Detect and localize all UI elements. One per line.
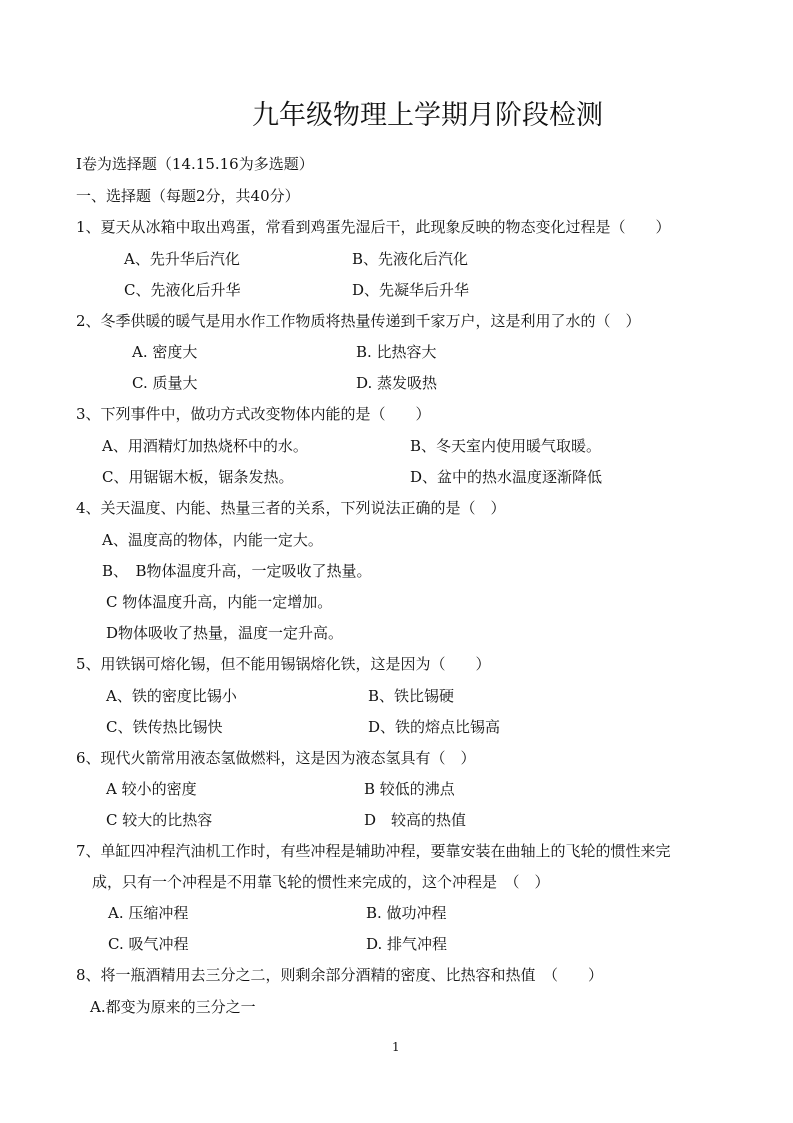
question-2-option-d: D. 蒸发吸热 <box>356 374 438 392</box>
question-7-stem-continued: 成，只有一个冲程是不用靠飞轮的惯性来完成的，这个冲程是 （ ） <box>92 873 550 891</box>
question-7-option-b: B. 做功冲程 <box>366 904 447 922</box>
question-7-stem: 7、单缸四冲程汽油机工作时，有些冲程是辅助冲程，要靠安装在曲轴上的飞轮的惯性来完 <box>76 842 671 860</box>
question-6-option-d: D 较高的热值 <box>364 811 467 829</box>
question-7-option-c: C. 吸气冲程 <box>108 935 189 953</box>
question-5-option-b: B、铁比锡硬 <box>368 687 455 705</box>
question-7-option-d: D. 排气冲程 <box>366 935 448 953</box>
question-2-option-c: C. 质量大 <box>132 374 198 392</box>
question-5-stem: 5、用铁锅可熔化锡，但不能用锡锅熔化铁，这是因为（ ） <box>76 655 491 673</box>
question-2-option-b: B. 比热容大 <box>356 343 437 361</box>
question-5-option-a: A、铁的密度比锡小 <box>106 687 237 705</box>
question-6-stem: 6、现代火箭常用液态氢做燃料，这是因为液态氢具有（ ） <box>76 749 476 767</box>
question-3-stem: 3、下列事件中，做功方式改变物体内能的是（ ） <box>76 405 431 423</box>
question-4-option-d: D物体吸收了热量，温度一定升高。 <box>106 624 344 642</box>
question-8-option-a: A.都变为原来的三分之一 <box>90 998 256 1016</box>
section-intro: I卷为选择题（14.15.16为多选题） <box>76 155 314 173</box>
question-7-option-a: A. 压缩冲程 <box>108 904 189 922</box>
page-number: 1 <box>392 1040 400 1054</box>
question-1-option-d: D、先凝华后升华 <box>352 281 470 299</box>
page-title: 九年级物理上学期月阶段检测 <box>252 100 603 131</box>
question-3-option-a: A、用酒精灯加热烧杯中的水。 <box>102 437 308 455</box>
question-4-option-b: B、 B物体温度升高，一定吸收了热量。 <box>102 562 372 580</box>
question-1-stem: 1、夏天从冰箱中取出鸡蛋，常看到鸡蛋先湿后干，此现象反映的物态变化过程是（ ） <box>76 218 671 236</box>
question-5-option-d: D、铁的熔点比锡高 <box>368 718 501 736</box>
question-2-stem: 2、冬季供暖的暖气是用水作工作物质将热量传递到千家万户，这是利用了水的（ ） <box>76 312 641 330</box>
question-3-option-d: D、盆中的热水温度逐渐降低 <box>410 468 603 486</box>
question-4-option-a: A、温度高的物体，内能一定大。 <box>102 531 323 549</box>
question-6-option-a: A 较小的密度 <box>106 780 197 798</box>
section-heading: 一、选择题（每题2分，共40分） <box>76 187 300 205</box>
question-3-option-b: B、冬天室内使用暖气取暖。 <box>410 437 602 455</box>
question-1-option-a: A、先升华后汽化 <box>124 250 240 268</box>
question-4-stem: 4、关天温度、内能、热量三者的关系，下列说法正确的是（ ） <box>76 499 506 517</box>
question-8-stem: 8、将一瓶酒精用去三分之二，则剩余部分酒精的密度、比热容和热值 （ ） <box>76 966 604 984</box>
question-1-option-c: C、先液化后升华 <box>124 281 241 299</box>
question-6-option-b: B 较低的沸点 <box>364 780 455 798</box>
question-5-option-c: C、铁传热比锡快 <box>106 718 223 736</box>
question-1-option-b: B、先液化后汽化 <box>352 250 469 268</box>
question-6-option-c: C 较大的比热容 <box>106 811 213 829</box>
question-2-option-a: A. 密度大 <box>132 343 198 361</box>
question-4-option-c: C 物体温度升高，内能一定增加。 <box>106 593 333 611</box>
question-3-option-c: C、用锯锯木板，锯条发热。 <box>102 468 294 486</box>
